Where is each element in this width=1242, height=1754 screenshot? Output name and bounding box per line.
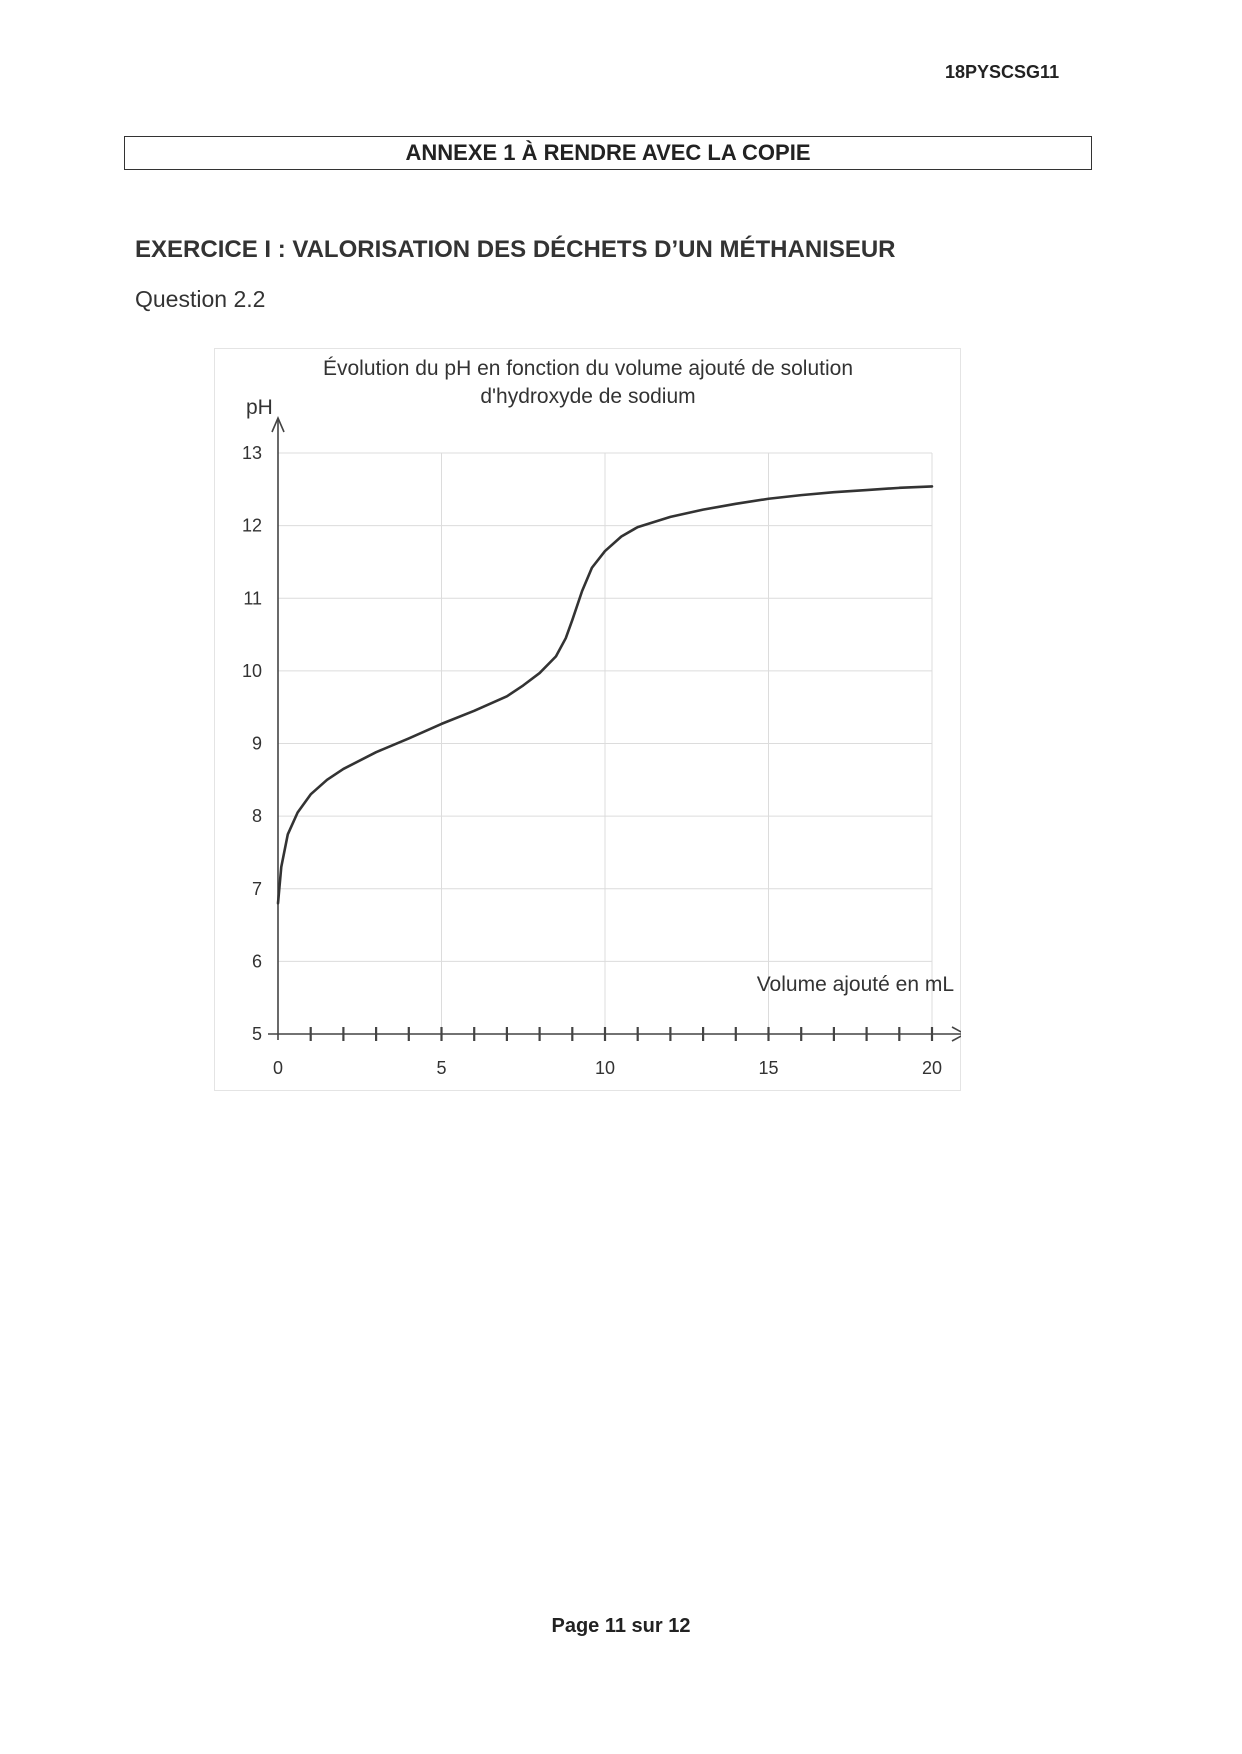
x-tick-label: 15 [758, 1058, 779, 1078]
y-tick-label: 8 [251, 806, 262, 827]
x-tick-label: 10 [594, 1058, 616, 1078]
y-axis-label: pH [246, 396, 273, 419]
annex-banner [124, 136, 1092, 170]
chart-title-line-1: Évolution du pH en fonction du volume ajouté de solution [322, 357, 854, 380]
chart-title-line-2: d'hydroxyde de sodium [480, 385, 696, 408]
x-tick-label: 20 [921, 1058, 943, 1078]
annex-title: ANNEXE 1 À RENDRE AVEC LA COPIE [405, 140, 811, 165]
y-tick-label: 13 [241, 443, 262, 463]
page-footer [0, 1615, 1242, 1638]
x-axis-label: Volume ajouté en mL [756, 973, 954, 996]
document-code: 18PYSCSG11 [945, 62, 1060, 82]
y-tick-label: 11 [243, 588, 262, 609]
question-label: Question 2.2 [135, 286, 266, 312]
x-tick-label: 0 [272, 1058, 284, 1078]
page-number: 11 [604, 1615, 626, 1637]
ph-chart-svg [214, 348, 961, 1091]
y-tick-label: 10 [241, 660, 262, 681]
page-total: 12 [668, 1615, 691, 1637]
exercise-title: EXERCICE I : VALORISATION DES DÉCHETS D’UN MÉTHANISEUR [135, 236, 896, 263]
y-tick-label: 6 [251, 951, 262, 972]
x-tick-label: 5 [436, 1058, 447, 1078]
y-tick-label: 7 [251, 878, 262, 899]
page-footer-prefix: Page [551, 1615, 605, 1637]
ph-chart [214, 348, 961, 1091]
y-tick-label: 5 [251, 1024, 262, 1044]
y-tick-label: 9 [251, 733, 262, 754]
y-tick-label: 12 [241, 515, 262, 536]
page-footer-middle: sur [626, 1615, 669, 1637]
